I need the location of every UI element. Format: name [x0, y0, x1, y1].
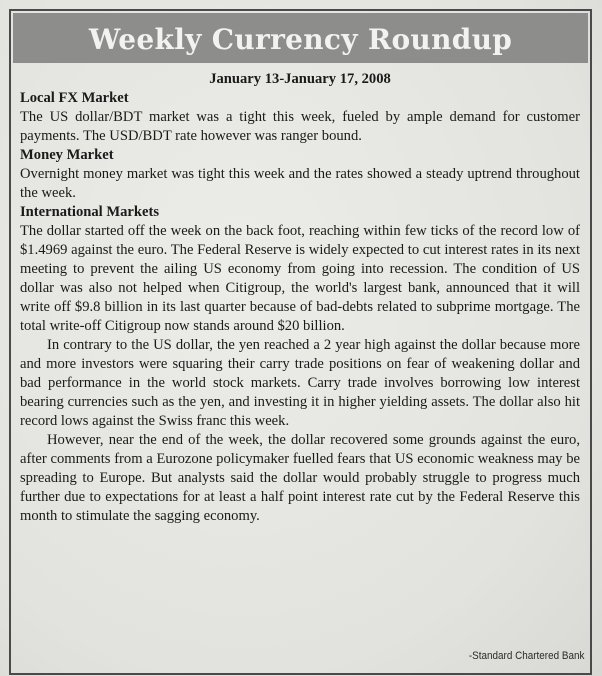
section-heading-international: International Markets: [20, 204, 160, 220]
source-credit: -Standard Chartered Bank: [468, 650, 584, 662]
international-paragraph-2: In contrary to the US dollar, the yen reached a 2 year high against the dollar because more and more investors were squaring their carry trade positions on fear of weakening dollar and bad performance in the world stock markets. Carry trade involves borrowing low interest bearing currencies such as the yen, and investing it in higher yielding assets. The dollar also hit record lows against the Swiss franc this week.: [20, 337, 580, 429]
section-heading-local-fx: Local FX Market: [20, 90, 129, 106]
international-paragraph-1: The dollar started off the week on the back foot, reaching within few ticks of the record low of $1.4969 against the euro. The Federal Reserve is widely expected to cut interest rates in its next meeting to prevent the ailing US economy from going into recession. The condition of US dollar was also not helped when Citigroup, the world's largest bank, announced that it will write off $9.8 billion in its last quarter because of bad-debts related to subprime mortgage. The total write-off Citigroup now stands around $20 billion.: [20, 223, 580, 334]
money-market-paragraph: Overnight money market was tight this week and the rates showed a steady uptrend throughout the week.: [20, 166, 580, 201]
local-fx-paragraph: The US dollar/BDT market was a tight this week, fueled by ample demand for customer payments. The USD/BDT rate however was ranger bound.: [20, 109, 580, 144]
section-heading-money-market: Money Market: [20, 147, 114, 163]
international-paragraph-3: However, near the end of the week, the dollar recovered some grounds against the euro, after comments from a Eurozone policymaker fuelled fears that US economic weakness may be spreading to Europe. But analysts said the dollar would probably struggle to progress much further due to expectations for at least a half point interest rate cut by the Federal Reserve this month to stimulate the sagging economy.: [20, 432, 580, 524]
title-banner: [13, 13, 588, 63]
banner-title: Weekly Currency Roundup: [88, 22, 513, 56]
dateline: January 13-January 17, 2008: [209, 71, 391, 87]
article-body: [20, 70, 580, 526]
